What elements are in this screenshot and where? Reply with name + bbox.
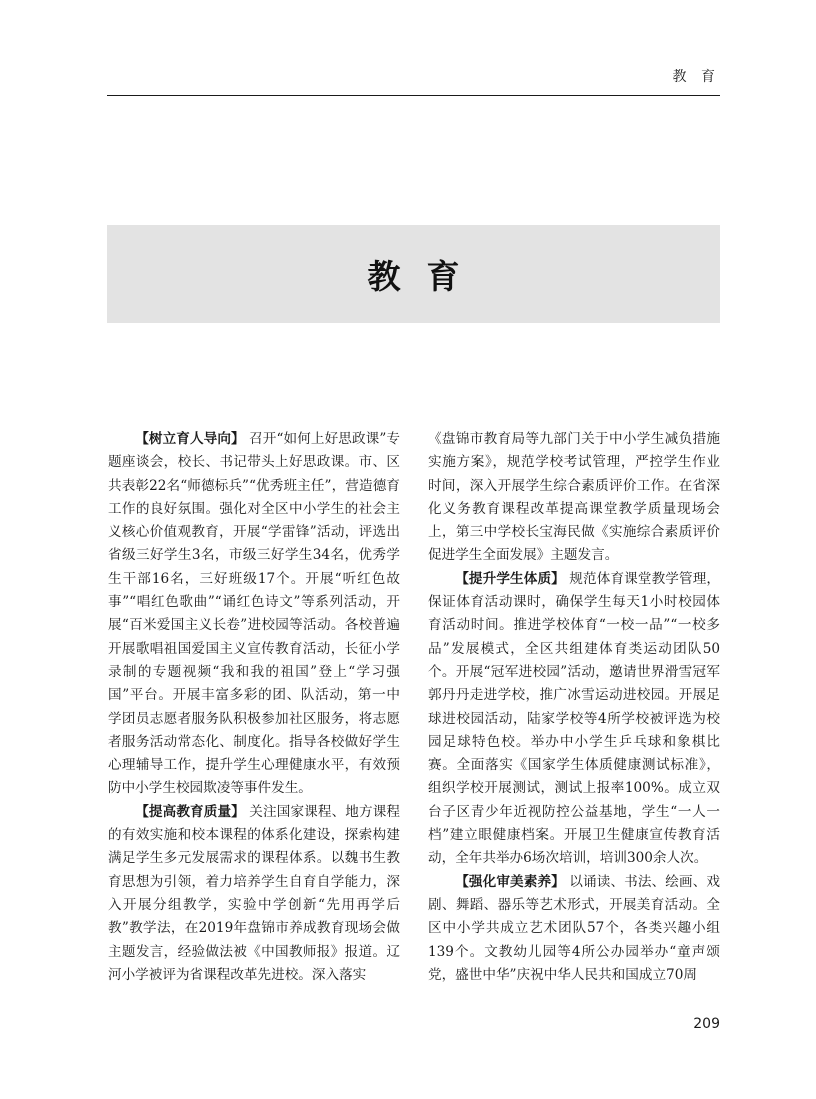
paragraph-text: 关注国家课程、地方课程的有效实施和校本课程的体系化建设，探索构建满足学生多元发展需求的课程体系。以魏书生教育思想为引领，着力培养学生自育自学能力，深入开展分组教学，实验中学创新“先用再学后教”教学法，在2019年盘锦市养成教育现场会做主题发言，经验做法被《中国教师报》报道。辽河小学被评为省课程改革先进校。深入落实 — [108, 803, 401, 983]
running-header: 教 育 — [672, 69, 720, 85]
header-rule — [107, 95, 720, 96]
paragraph-education-quality — [108, 801, 400, 987]
chapter-banner — [107, 225, 720, 323]
page-number: 209 — [693, 1016, 720, 1032]
paragraph-physical-fitness — [428, 568, 720, 871]
paragraph-text: 召开“如何上好思政课”专题座谈会，校长、书记带头上好思政课。市、区共表彰22名“师德标兵”“优秀班主任”，营造德育工作的良好氛围。强化对全区中小学生的社会主义核心价值观教育，开展“学雷锋”活动，评选出省级三好学生3名，市级三好学生34名，优秀学生干部16名，三好班级17个。开展“听红色故事”“唱红色歌曲”“诵红色诗文”等系列活动，开展“百米爱国主义长卷”进校园等活动。各校普遍开展歌唱祖国爱国主义宣传教育活动，长征小学录制的专题视频“我和我的祖国”登上“学习强国”平台。开展丰富多彩的团、队活动，第一中学团员志愿者服务队积极参加社区服务，将志愿者服务活动常态化、制度化。指导各校做好学生心理辅导工作，提升学生心理健康水平，有效预防中小学生校园欺凌等事件发生。 — [108, 431, 400, 797]
section-heading: 【提高教育质量】 — [135, 803, 245, 820]
paragraph-text: 以诵读、书法、绘画、戏剧、舞蹈、器乐等艺术形式，开展美育活动。全区中小学共成立艺术团队57个，各类兴趣小组139个。文教幼儿园等4所公办园举办“童声颂党，盛世中华”庆祝中华人民共和国成立70周 — [428, 873, 721, 983]
section-heading: 【提升学生体质】 — [455, 570, 565, 587]
paragraph-moral-education — [108, 428, 400, 801]
paragraph-continuation: 《盘锦市教育局等九部门关于中小学生减负措施实施方案》，规范学校考试管理，严控学生作业时间，深入开展学生综合素质评价工作。在省深化义务教育课程改革提高课堂教学质量现场会上，第三中学校长宝海民做《实施综合素质评价 促进学生全面发展》主题发言。 — [428, 431, 720, 564]
chapter-title: 教育 — [367, 256, 486, 296]
section-heading: 【强化审美素养】 — [455, 873, 565, 890]
paragraph-text: 规范体育课堂教学管理，保证体育活动课时，确保学生每天1小时校园体育活动时间。推进学校体育“一校一品”“一校多品”发展模式，全区共组建体育类运动团队50个。开展“冠军进校园”活动，邀请世界滑雪冠军郭丹丹走进学校，推广冰雪运动进校园。开展足球进校园活动，陆家学校等4所学校被评选为校园足球特色校。举办中小学生乒乓球和象棋比赛。全面落实《国家学生体质健康测试标准》，组织学校开展测试，测试上报率100%。成立双台子区青少年近视防控公益基地，学生“一人一档”建立眼健康档案。开展卫生健康宣传教育活动，全年共举办6场次培训，培训300余人次。 — [428, 570, 721, 867]
left-column — [108, 428, 400, 987]
section-heading: 【树立育人导向】 — [135, 431, 245, 447]
right-column — [428, 428, 720, 987]
paragraph-aesthetic-education — [428, 871, 720, 987]
